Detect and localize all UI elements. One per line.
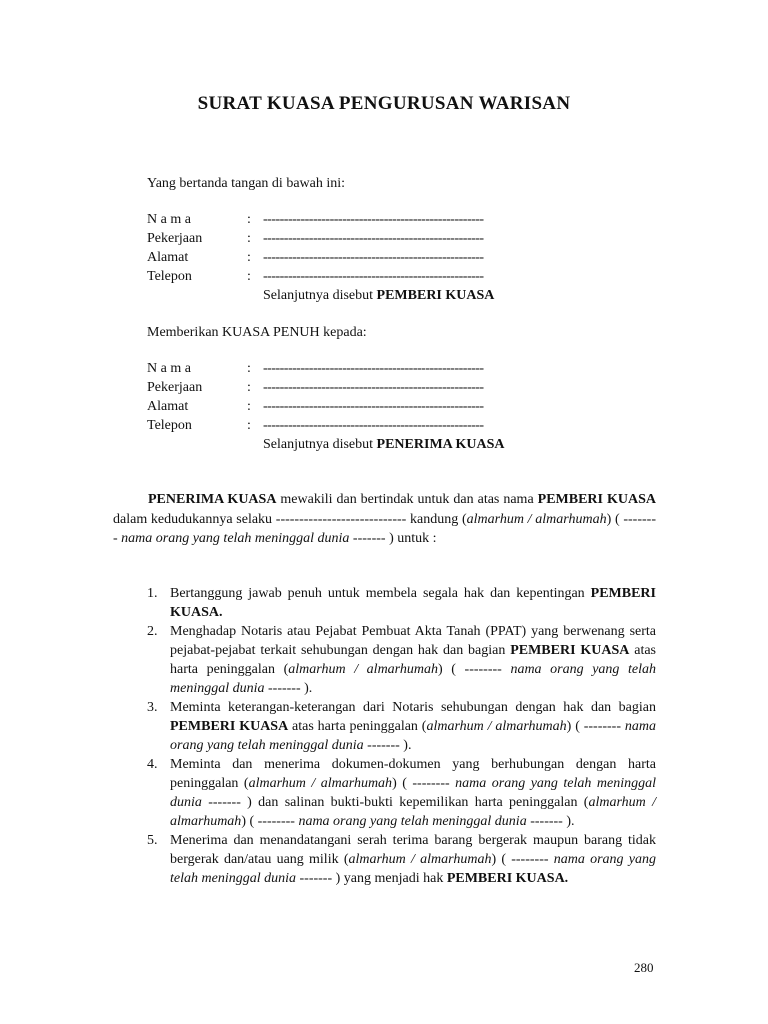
list-text: ------- ) dan salinan bukti-bukti kepemilikan harta peninggalan ( <box>201 795 589 810</box>
list-item <box>147 831 656 888</box>
list-text: ) ( -------- <box>241 814 299 829</box>
italic-text: almarhum / almarhumah <box>348 852 492 867</box>
list-text: ------- ). <box>363 738 412 753</box>
giver-phone-row <box>147 269 484 285</box>
list-text: Meminta keterangan-keterangan dari Notaris sehubungan dengan hak dan bagian <box>170 700 656 715</box>
field-blank: ----------------------------------------------------- <box>263 250 484 265</box>
list-text: Menghadap Notaris atau Pejabat Pembuat Akta Tanah (PPAT) yang berwenang serta pejabat-pejabat terkait sehubungan dengan hak dan bagian <box>170 624 656 658</box>
list-number: 4. <box>147 757 158 772</box>
receiver-intro: Memberikan KUASA PENUH kepada: <box>147 325 367 340</box>
field-colon: : <box>247 212 251 227</box>
field-label: N a m a <box>147 212 191 227</box>
giver-intro: Yang bertanda tangan di bawah ini: <box>147 176 346 191</box>
field-blank: ----------------------------------------------------- <box>263 418 484 433</box>
reference-term: PEMBERI KUASA <box>376 288 495 303</box>
list-text: ) ( -------- <box>438 662 511 677</box>
list-text: ------- ). <box>526 814 575 829</box>
list-text: ) ( -------- <box>392 776 456 791</box>
italic-text: nama orang yang telah meninggal dunia <box>170 719 656 753</box>
paragraph-text: ) ( <box>606 511 624 527</box>
bold-term: PENERIMA KUASA <box>148 492 277 507</box>
list-text: ) ( -------- <box>566 719 625 734</box>
list-item <box>147 584 656 622</box>
bold-term: PEMBERI KUASA <box>510 643 630 658</box>
receiver-reference <box>263 437 505 453</box>
field-blank: ----------------------------------------------------- <box>263 269 484 284</box>
bold-term: PEMBERI KUASA <box>537 492 656 507</box>
field-colon: : <box>247 418 251 433</box>
italic-text: nama orang yang telah meninggal dunia <box>170 662 657 696</box>
receiver-name-row <box>147 361 484 377</box>
field-label: Alamat <box>147 250 189 265</box>
italic-text: almarhum / almarhumah <box>170 795 656 829</box>
field-label: Telepon <box>147 269 192 284</box>
italic-text: almarhum / almarhumah <box>288 662 438 677</box>
list-number: 1. <box>147 586 158 601</box>
italic-text: almarhum / almarhumah <box>426 719 567 734</box>
list-item <box>147 755 656 831</box>
field-label: N a m a <box>147 361 191 376</box>
bold-term: PEMBERI KUASA. <box>170 586 656 620</box>
giver-name-row <box>147 212 484 228</box>
list-text: ------- ). <box>264 681 313 696</box>
authority-list <box>147 584 656 888</box>
field-label: Alamat <box>147 399 189 414</box>
reference-prefix: Selanjutnya disebut <box>263 288 377 303</box>
reference-term: PENERIMA KUASA <box>376 437 505 452</box>
receiver-phone-row <box>147 418 484 434</box>
list-item <box>147 622 656 698</box>
receiver-job-row <box>147 380 484 396</box>
paragraph-text: dalam kedudukannya selaku ---------------------------- kandung ( <box>113 511 467 527</box>
list-text: ) ( -------- <box>491 852 554 867</box>
list-text: Meminta dan menerima dokumen-dokumen yang berhubungan dengan harta peninggalan ( <box>170 757 656 791</box>
field-label: Pekerjaan <box>147 380 203 395</box>
list-number: 5. <box>147 833 158 848</box>
field-blank: ----------------------------------------------------- <box>263 212 484 227</box>
field-colon: : <box>247 361 251 376</box>
document-title: SURAT KUASA PENGURUSAN WARISAN <box>197 93 571 114</box>
giver-address-row <box>147 250 484 266</box>
italic-text: nama orang yang telah meninggal dunia <box>298 814 527 829</box>
page-number: 280 <box>634 960 654 975</box>
reference-prefix: Selanjutnya disebut <box>263 437 377 452</box>
field-colon: : <box>247 231 251 246</box>
bold-term: PEMBERI KUASA. <box>446 871 569 886</box>
field-blank: ----------------------------------------------------- <box>263 399 484 414</box>
list-item <box>147 698 656 755</box>
field-blank: ----------------------------------------------------- <box>263 231 484 246</box>
italic-text: almarhum / almarhumah <box>248 776 393 791</box>
field-colon: : <box>247 399 251 414</box>
list-number: 3. <box>147 700 158 715</box>
list-text: atas harta peninggalan ( <box>288 719 427 734</box>
paragraph-text: mewakili dan bertindak untuk dan atas nama <box>276 492 538 507</box>
giver-reference <box>263 288 494 304</box>
giver-job-row <box>147 231 484 247</box>
field-colon: : <box>247 380 251 395</box>
italic-text: almarhum / almarhumah <box>466 511 607 527</box>
list-text: ------- ) yang menjadi hak <box>296 871 447 886</box>
italic-text: nama orang yang telah meninggal dunia <box>170 852 656 886</box>
receiver-address-row <box>147 399 484 415</box>
list-text: Bertanggung jawab penuh untuk membela segala hak dan kepentingan <box>170 586 591 601</box>
list-text: Menerima dan menandatangani serah terima barang bergerak maupun barang tidak bergerak dan/atau uang milik ( <box>170 833 656 867</box>
bold-term: PEMBERI KUASA <box>170 719 289 734</box>
paragraph-text: ) untuk : <box>385 531 437 546</box>
field-colon: : <box>247 269 251 284</box>
italic-text: nama orang yang telah meninggal dunia <box>170 776 656 810</box>
field-label: Pekerjaan <box>147 231 203 246</box>
field-blank: ----------------------------------------------------- <box>263 361 484 376</box>
field-colon: : <box>247 250 251 265</box>
list-text: atas harta peninggalan ( <box>170 643 656 677</box>
authority-paragraph <box>113 490 656 549</box>
field-label: Telepon <box>147 418 192 433</box>
list-number: 2. <box>147 624 158 639</box>
field-blank: ----------------------------------------------------- <box>263 380 484 395</box>
italic-text: -------- nama orang yang telah meninggal dunia ------- <box>113 511 656 546</box>
